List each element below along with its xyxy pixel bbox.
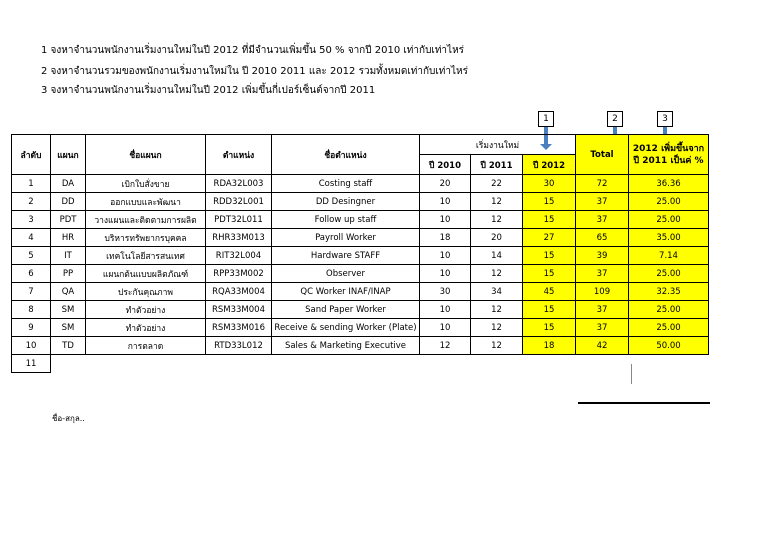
cell-y2011: 12 (471, 301, 523, 319)
cell-no: 10 (12, 337, 51, 355)
cell-total: 37 (576, 193, 629, 211)
cell-position-name: Observer (272, 265, 420, 283)
cell-y2010: 10 (420, 193, 471, 211)
cell-dept-name: ประกันคุณภาพ (86, 283, 206, 301)
question-1: 1 จงหาจำนวนพนักงานเริ่มงานใหม่ในปี 2012 ที่มีจำนวนเพิ่มขึ้น 50 % จากปี 2010 เท่ากับเท่าไหร่ (41, 45, 465, 56)
cell-y2012: 15 (523, 247, 576, 265)
cell-dept-name: วางแผนและติดตามการผลิต (86, 211, 206, 229)
table-row (12, 337, 709, 355)
question-2: 2 จงหาจำนวนรวมของพนักงานเริ่มงานใหม่ใน ปี 2010 2011 และ 2012 รวมทั้งหมดเท่ากับเท่าไหร่ (41, 66, 468, 77)
cell-no: 6 (12, 265, 51, 283)
cell-y2011: 14 (471, 247, 523, 265)
table-row (12, 193, 709, 211)
cell-y2012: 18 (523, 337, 576, 355)
cell-position: RIT32L004 (206, 247, 272, 265)
cell-dept: TD (51, 337, 86, 355)
cell-y2010: 10 (420, 265, 471, 283)
cell-y2010: 30 (420, 283, 471, 301)
cell-total: 37 (576, 265, 629, 283)
divider (631, 364, 632, 384)
cell-position: PDT32L011 (206, 211, 272, 229)
cell-dept-name: ทำตัวอย่าง (86, 301, 206, 319)
cell-dept-name: ออกแบบและพัฒนา (86, 193, 206, 211)
cell-position: RPP33M002 (206, 265, 272, 283)
cell-dept: QA (51, 283, 86, 301)
header-y2011: ปี 2011 (471, 155, 523, 175)
cell-position-name: Payroll Worker (272, 229, 420, 247)
cell-y2010: 10 (420, 247, 471, 265)
cell-position: RDA32L003 (206, 175, 272, 193)
table-row (12, 265, 709, 283)
header-y2012: ปี 2012 (523, 155, 576, 175)
cell-dept-name: การตลาด (86, 337, 206, 355)
header-dept-name: ชื่อแผนก (86, 135, 206, 175)
cell-y2011: 12 (471, 337, 523, 355)
cell-position-name: Follow up staff (272, 211, 420, 229)
cell-dept-name: ทำตัวอย่าง (86, 319, 206, 337)
cell-y2012: 27 (523, 229, 576, 247)
header-total: Total (576, 135, 629, 175)
cell-position-name: Sand Paper Worker (272, 301, 420, 319)
cell-y2011: 12 (471, 193, 523, 211)
question-3: 3 จงหาจำนวนพนักงานเริ่มงานใหม่ในปี 2012 เพิ่มขึ้นกี่เปอร์เซ็นต์จากปี 2011 (41, 85, 376, 96)
cell-pct: 25.00 (629, 211, 709, 229)
cell-y2012: 15 (523, 265, 576, 283)
cell-y2012: 15 (523, 319, 576, 337)
cell-y2012: 15 (523, 211, 576, 229)
cell-y2011: 12 (471, 319, 523, 337)
cell-y2010: 10 (420, 211, 471, 229)
cell-no: 7 (12, 283, 51, 301)
cell-position: RSM33M016 (206, 319, 272, 337)
cell-y2010: 10 (420, 301, 471, 319)
cell-dept: PDT (51, 211, 86, 229)
cell-y2011: 34 (471, 283, 523, 301)
table-row (12, 229, 709, 247)
cell-dept-name: แผนกต้นแบบผลิตภัณฑ์ (86, 265, 206, 283)
header-dept: แผนก (51, 135, 86, 175)
cell-y2011: 12 (471, 211, 523, 229)
cell-no: 5 (12, 247, 51, 265)
cell-dept: IT (51, 247, 86, 265)
signature-line (578, 402, 710, 404)
cell-position: RDD32L001 (206, 193, 272, 211)
cell-dept: DA (51, 175, 86, 193)
cell-y2012: 30 (523, 175, 576, 193)
cell-y2010: 18 (420, 229, 471, 247)
cell-y2011: 22 (471, 175, 523, 193)
cell-y2010: 10 (420, 319, 471, 337)
cell-position: RQA33M004 (206, 283, 272, 301)
cell-pct: 50.00 (629, 337, 709, 355)
marker-2: 2 (607, 111, 623, 127)
header-no: ลำดับ (12, 135, 51, 175)
cell-total: 72 (576, 175, 629, 193)
header-new-hires: เริ่มงานใหม่ (420, 135, 576, 155)
cell-y2010: 12 (420, 337, 471, 355)
header-position-name: ชื่อตำแหน่ง (272, 135, 420, 175)
header-y2010: ปี 2010 (420, 155, 471, 175)
cell-position-name: Costing staff (272, 175, 420, 193)
cell-pct: 7.14 (629, 247, 709, 265)
cell-pct: 25.00 (629, 319, 709, 337)
extra-row-no: 11 (12, 355, 51, 373)
cell-dept: SM (51, 319, 86, 337)
cell-dept: SM (51, 301, 86, 319)
cell-pct: 25.00 (629, 265, 709, 283)
cell-position-name: Hardware STAFF (272, 247, 420, 265)
cell-pct: 36.36 (629, 175, 709, 193)
cell-y2012: 15 (523, 301, 576, 319)
cell-position-name: Sales & Marketing Executive (272, 337, 420, 355)
cell-dept-name: เทคโนโลยีสารสนเทศ (86, 247, 206, 265)
cell-y2010: 20 (420, 175, 471, 193)
cell-position: RHR33M013 (206, 229, 272, 247)
cell-no: 2 (12, 193, 51, 211)
cell-y2012: 45 (523, 283, 576, 301)
cell-dept: HR (51, 229, 86, 247)
cell-y2012: 15 (523, 193, 576, 211)
marker-3: 3 (657, 111, 673, 127)
cell-pct: 32.35 (629, 283, 709, 301)
cell-y2011: 12 (471, 265, 523, 283)
footer-note: ชื่อ-สกุล.. (52, 414, 85, 423)
cell-pct: 35.00 (629, 229, 709, 247)
cell-total: 37 (576, 319, 629, 337)
cell-total: 109 (576, 283, 629, 301)
cell-position-name: Receive & sending Worker (Plate) (272, 319, 420, 337)
table-row (12, 283, 709, 301)
cell-position: RSM33M004 (206, 301, 272, 319)
cell-dept: PP (51, 265, 86, 283)
cell-total: 65 (576, 229, 629, 247)
cell-total: 39 (576, 247, 629, 265)
cell-dept-name: บริหารทรัพยากรบุคคล (86, 229, 206, 247)
header-position: ตำแหน่ง (206, 135, 272, 175)
table-row (12, 175, 709, 193)
table-row (12, 211, 709, 229)
cell-total: 37 (576, 301, 629, 319)
cell-position-name: DD Desingner (272, 193, 420, 211)
table-row (12, 247, 709, 265)
cell-no: 4 (12, 229, 51, 247)
cell-no: 3 (12, 211, 51, 229)
cell-pct: 25.00 (629, 193, 709, 211)
marker-1: 1 (538, 111, 554, 127)
cell-dept: DD (51, 193, 86, 211)
employee-table (11, 134, 709, 373)
cell-position: RTD33L012 (206, 337, 272, 355)
table-row (12, 319, 709, 337)
cell-pct: 25.00 (629, 301, 709, 319)
cell-total: 37 (576, 211, 629, 229)
cell-no: 9 (12, 319, 51, 337)
table-row (12, 301, 709, 319)
cell-y2011: 20 (471, 229, 523, 247)
cell-no: 8 (12, 301, 51, 319)
cell-position-name: QC Worker INAF/INAP (272, 283, 420, 301)
cell-no: 1 (12, 175, 51, 193)
cell-total: 42 (576, 337, 629, 355)
header-pct: 2012 เพิ่มขึ้นจาก ปี 2011 เป็นค่ % (629, 135, 709, 175)
cell-dept-name: เบิกใบสั่งขาย (86, 175, 206, 193)
